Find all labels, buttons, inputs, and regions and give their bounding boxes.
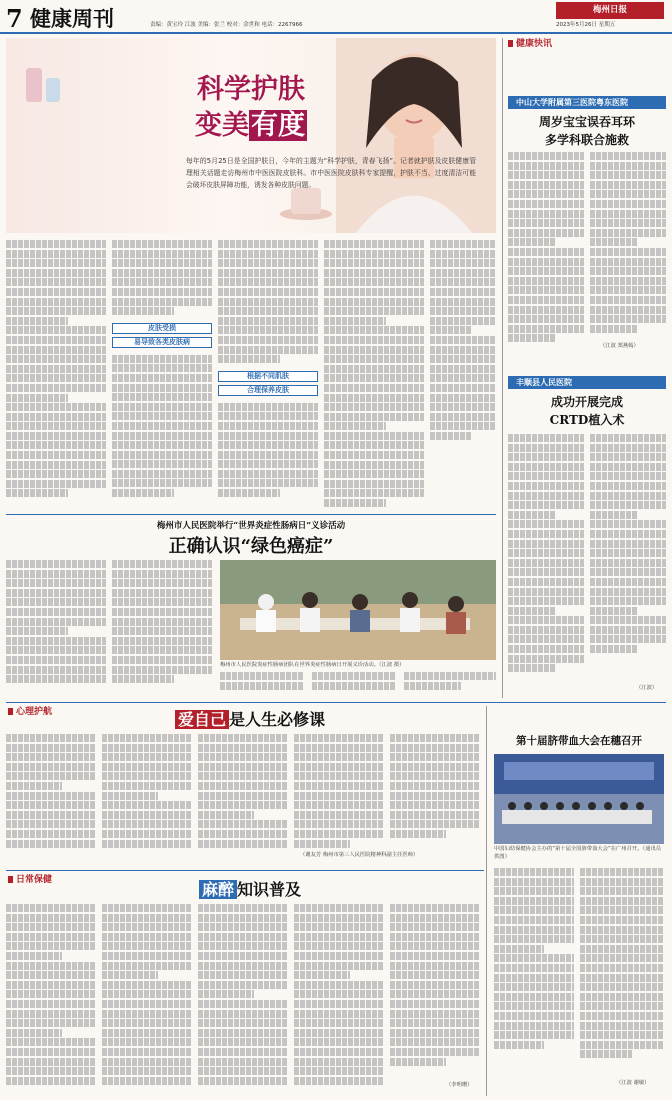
feature-subhead-1: 皮肤受损 [112, 323, 212, 334]
cord-photo-caption: 中国妇幼保健协会主办的“第十届全国脐带血大会”在广州召开。（通讯员供图） [494, 846, 662, 860]
sidebar-story-1-col-b [590, 152, 666, 340]
feature-title-line1: 科学护肤 [197, 74, 305, 105]
love-byline: （谢友芳 梅州市第三人民医院精神科副主任医师） [300, 852, 419, 858]
sidebar-title-2-line1: 成功开展完成 [550, 395, 623, 409]
anes-col-4 [294, 904, 384, 1094]
newspaper-logo: 梅州日报 [556, 2, 664, 19]
cord-col-b [580, 868, 664, 1076]
feature-col-2 [112, 240, 212, 510]
anes-col-3 [198, 904, 288, 1094]
anes-title-b: 知识普及 [237, 880, 302, 899]
sidebar-bar-2: 丰顺县人民医院 [508, 376, 666, 389]
issue-date: 2023年5月26日 星期五 [556, 22, 616, 28]
sidebar-title-1-line2: 多学科联合施救 [544, 133, 629, 147]
sidebar-author-1: （江波 郑燕嫣） [600, 343, 639, 349]
sidebar-title-2-line2: CRTD植入术 [549, 413, 625, 427]
love-col-5 [390, 734, 480, 844]
page-number: 7 [6, 4, 23, 33]
feature-title-line2 [156, 106, 346, 145]
anes-title-a: 麻醉 [199, 880, 237, 899]
anes-col-1 [6, 904, 96, 1094]
cord-title: 第十届脐带血大会在穗召开 [516, 735, 642, 747]
crohn-clinic-photo [220, 560, 496, 660]
love-section-label: 心理护航 [8, 706, 52, 719]
crohn-col-2 [112, 560, 212, 690]
feature-col-1 [6, 240, 106, 510]
sidebar-section-label: 健康快讯 [508, 38, 552, 51]
conference-stage-graphic [494, 754, 664, 844]
anes-byline: （李明珊） [446, 1082, 473, 1088]
crohn-col-5 [404, 672, 496, 698]
cord-author: （江波 谢敏） [616, 1080, 650, 1086]
section-title: 健康周刊 [30, 6, 114, 31]
feature-subhead-2: 易导致各类皮肤病 [112, 337, 212, 348]
love-col-4 [294, 734, 384, 854]
sidebar-story-1-col-a [508, 152, 584, 352]
feature-col-5 [430, 240, 496, 510]
cord-divider [486, 706, 487, 1096]
love-title [100, 708, 400, 731]
divider-love-top [6, 702, 666, 703]
sidebar-story-2-col-b [590, 434, 666, 672]
cord-conference-photo [494, 754, 664, 844]
crohn-kicker: 梅州市人民医院举行“世界炎症性肠病日”义诊活动 [156, 521, 346, 531]
feature-col-4 [324, 240, 424, 510]
love-col-3 [198, 734, 288, 854]
love-title-b: 是人生必修课 [229, 710, 326, 729]
crohn-title: 正确认识“绿色癌症” [168, 536, 334, 557]
feature-banner [6, 38, 496, 233]
sidebar-bar-1: 中山大学附属第三医院粤东医院 [508, 96, 666, 109]
anes-col-5 [390, 904, 480, 1074]
anes-title [100, 878, 400, 901]
crohn-photo-caption: 梅州市人民医院炎症性肠病团队在世界炎症性肠病日开展义诊活动。（江波 摄） [220, 662, 405, 668]
anes-col-2 [102, 904, 192, 1094]
feature-title-line2-b: 有度 [251, 110, 305, 141]
love-col-1 [6, 734, 96, 854]
cord-col-a [494, 868, 574, 1068]
sidebar-title-1-line1: 周岁宝宝误吞耳环 [538, 115, 635, 129]
love-col-2 [102, 734, 192, 854]
divider-crohn-top [6, 514, 496, 515]
crohn-col-3 [220, 672, 304, 698]
feature-title-line2-a: 变美 [195, 110, 249, 141]
editor-meta: 责编：黄宝玲 江波 美编：张兰 校对：余世和 电话：2267966 [150, 22, 303, 28]
sidebar-story-2-col-a [508, 434, 584, 684]
sidebar-divider [502, 38, 503, 698]
crohn-col-1 [6, 560, 106, 690]
anes-section-label: 日常保健 [8, 874, 52, 887]
feature-subhead-3: 根据不同肌肤 [218, 371, 318, 382]
crohn-col-4 [312, 672, 396, 698]
clinic-scene-graphic [220, 560, 496, 660]
love-title-a: 爱自己 [175, 710, 229, 729]
page-header [0, 0, 672, 34]
sidebar-author-2: （江波） [636, 685, 658, 691]
divider-anes-top [6, 870, 484, 871]
feature-subhead-4: 合理保养皮肤 [218, 385, 318, 396]
feature-lead: 每年的5月25日是全国护肤日，今年的主题为“科学护肤，青春飞扬”。记者就护肤及皮肤健康管理相关话题走访梅州市中医医院皮肤科。市中医医院皮肤科专家提醒，护肤不当、过度清洁可能会破坏皮肤屏障功能，诱发各种皮肤问题。 [186, 157, 476, 189]
